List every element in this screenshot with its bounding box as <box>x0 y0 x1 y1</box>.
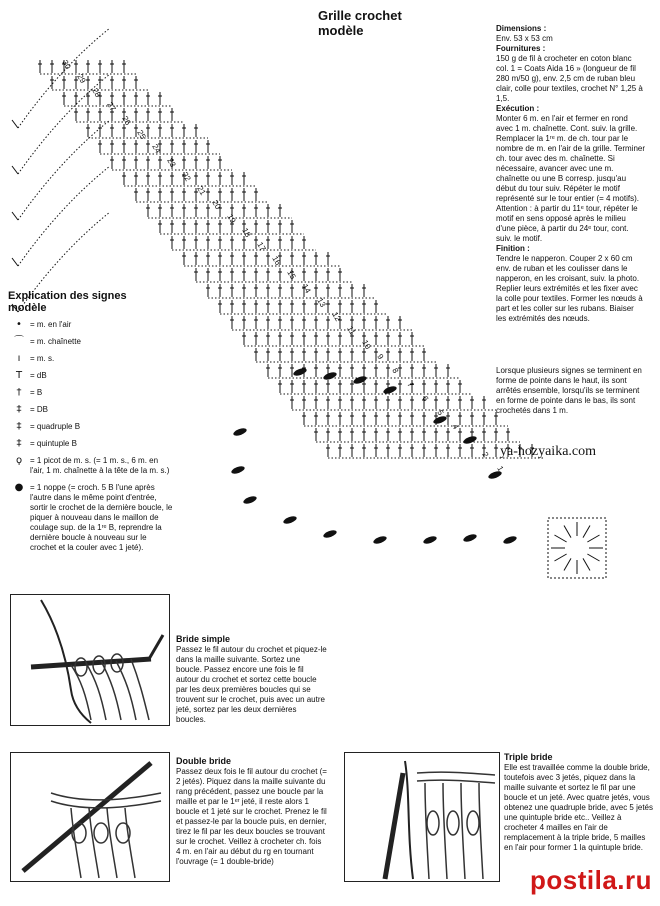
legend-text: = quintuple B <box>30 439 77 448</box>
legend-title <box>8 290 174 314</box>
instructions-column <box>496 24 646 324</box>
legend-item <box>8 483 174 553</box>
row-number: 29 <box>75 72 88 85</box>
legend-item <box>8 422 174 432</box>
brand-watermark: postila.ru <box>529 865 652 895</box>
row-number: 8 <box>390 366 401 375</box>
legend-text: = B <box>30 388 43 397</box>
row-number: 19 <box>225 212 238 225</box>
simple-stitch-drawing <box>11 595 169 725</box>
legend-item <box>8 388 174 398</box>
legend-symbol: ϙ <box>15 455 23 466</box>
row-number: 21 <box>195 184 208 197</box>
legend <box>8 290 174 560</box>
legend-symbol: ‡ <box>16 438 22 449</box>
double-stitch-drawing <box>11 753 169 881</box>
illustration-double <box>10 752 170 882</box>
row-number: 10 <box>360 338 373 351</box>
caption-double-title: Double bride <box>176 756 232 766</box>
legend-item <box>8 439 174 449</box>
row-number: 18 <box>240 226 253 239</box>
noppe-mark <box>487 470 502 480</box>
legend-text: = 1 picot de m. s. (= 1 m. s., 6 m. en l'air, 1 m. chaînette à la tête de la m. s.) <box>30 456 170 475</box>
legend-text: = m. chaînette <box>30 337 81 346</box>
page-title <box>318 8 402 38</box>
row-number: 25 <box>135 128 148 141</box>
ring-stitch <box>554 554 566 561</box>
legend-text: = dB <box>30 371 47 380</box>
row-number: 15 <box>285 268 298 281</box>
caption-triple <box>504 752 654 853</box>
row-number: 2 <box>480 450 491 459</box>
ring-stitch <box>564 525 571 537</box>
finition-text: Tendre le napperon. Couper 2 x 60 cm env. de ruban et les coulisser dans le napperon, en les croisant, suiv. la photo. Replier leurs extrémités et les fixer avec la colle pour textiles. Former les nœuds à part et les coller sur les rubans. Biaiser les extrémités des nœuds. <box>496 254 643 323</box>
noppe-mark <box>372 535 387 545</box>
row-number: 9 <box>375 352 386 361</box>
picot-mark <box>12 120 18 128</box>
edge-arc <box>18 166 110 266</box>
legend-symbol: ‡ <box>16 404 22 415</box>
ring-stitch <box>587 535 599 542</box>
caption-double-text: Passez deux fois le fil autour du crochet (= 2 jetés). Piquez dans la maille suivante du rang précédent, passez une boucle par la maille et par le 1ᵉʳ jeté, il reste alors 1 boucle et 1 jeté sur le crochet. Prenez le fil et passez-le par la boucle puis, en dernier, tirez le fil par les deux boucles se trouvant sur le crochet. Veillez à crocheter ch. fois 4 m. en l'air au début du rg en tournant l'ouvrage (= 1 double-bride) <box>176 767 327 866</box>
legend-symbol: • <box>16 319 22 330</box>
row-number: 30 <box>60 58 73 71</box>
row-number: 24 <box>150 142 163 155</box>
caption-triple-title: Triple bride <box>504 752 553 762</box>
caption-simple <box>176 634 328 725</box>
row-number: 13 <box>315 296 328 309</box>
row-number: 1 <box>495 464 506 473</box>
legend-symbol: ● <box>14 482 24 493</box>
edge-arc <box>18 120 110 220</box>
legend-item <box>8 371 174 381</box>
execution-text: Monter 6 m. en l'air et fermer en rond avec 1 m. chaînette. Cont. suiv. la grille. Remplacer la 1ʳᵉ m. de ch. tour par le nombre de m. en l'air de la grille. Terminer ch. tour avec des m. chaînette. Si nécessaire, avancer avec une m. chaînette ou une B corresp. jusqu'au début du tour suiv. Répéter le motif représenté sur le tour entier (= 4 motifs). Attention : à partir du 11ᵉ tour, répéter le motif en sens opposé après le milieu d'une pièce, à partir du 24ᵉ tour, cont. suiv. le motif. <box>496 114 645 243</box>
row-number: 3 <box>465 436 476 445</box>
ring-stitch <box>554 535 566 542</box>
legend-item <box>8 320 174 330</box>
legend-symbol: ‡ <box>16 421 22 432</box>
row-number: 28 <box>90 86 103 99</box>
row-number: 5 <box>435 408 446 417</box>
row-number: 17 <box>255 240 268 253</box>
row-number: 11 <box>345 324 358 337</box>
legend-title-line2: modèle <box>8 302 47 314</box>
illustration-simple <box>10 594 170 726</box>
fournitures-label: Fournitures : <box>496 44 546 53</box>
legend-symbol: T <box>15 370 23 381</box>
legend-item <box>8 354 174 364</box>
ring-stitch <box>587 554 599 561</box>
legend-list <box>8 320 174 553</box>
dimensions-label: Dimensions : <box>496 24 547 33</box>
row-number: 4 <box>450 422 461 431</box>
caption-double <box>176 756 328 867</box>
noppe-mark <box>462 533 477 543</box>
legend-text: = quadruple B <box>30 422 81 431</box>
page-title-line1: Grille crochet <box>318 8 402 23</box>
noppe-mark <box>282 515 297 525</box>
execution-label: Exécution : <box>496 104 540 113</box>
row-number: 20 <box>210 198 223 211</box>
picot-mark <box>12 166 18 174</box>
noppe-mark <box>502 535 517 545</box>
legend-text: = 1 noppe (= croch. 5 B l'une après l'autre dans le même point d'entrée, sortir le crochet de la dernière boucle, le piquer à nouveau dans le maillon de coulage sup. de la 1ʳᵉ B, reprendre la dernière boucle à nouveau sur le crochet et la couler avec 1 jeté). <box>30 483 173 552</box>
finition-label: Finition : <box>496 244 530 253</box>
noppe-mark <box>232 427 247 437</box>
legend-symbol: ı <box>17 353 21 364</box>
noppe-mark <box>422 535 437 545</box>
row-number: 12 <box>330 310 343 323</box>
row-number: 16 <box>270 254 283 267</box>
legend-item <box>8 337 174 347</box>
caption-triple-text: Elle est travaillée comme la double bride, toutefois avec 3 jetés, piquez dans la maille suivante et sortez le fil par une boucle et un jeté. Avec quatre jetés, vous obtenez une quadruple bride, avec 5 jetés une quintuple bride etc.. Veillez à crocheter 4 mailles en l'air de remplacement à la triple bride, 5 mailles en l'air pour former 1 la quintuple bride. <box>504 763 653 852</box>
illustration-triple <box>344 752 500 882</box>
noppe-mark <box>322 529 337 539</box>
legend-text: = DB <box>30 405 49 414</box>
legend-symbol: † <box>16 387 22 398</box>
row-number: 23 <box>165 156 178 169</box>
legend-item <box>8 405 174 415</box>
caption-simple-title: Bride simple <box>176 634 231 644</box>
noppe-mark <box>242 495 257 505</box>
legend-title-line1: Explication des signes <box>8 290 127 302</box>
row-number: 14 <box>300 282 313 295</box>
noppe-mark <box>230 465 245 475</box>
page-title-line2: modèle <box>318 23 364 38</box>
row-number: 22 <box>180 170 193 183</box>
triple-stitch-drawing <box>345 753 499 881</box>
row-number: 7 <box>405 380 416 389</box>
legend-text: = m. en l'air <box>30 320 72 329</box>
picot-mark <box>12 258 18 266</box>
noppe-mark <box>322 371 337 381</box>
ring-stitch <box>583 558 590 570</box>
dimensions-text: Env. 53 x 53 cm <box>496 34 553 43</box>
caption-simple-text: Passez le fil autour du crochet et piquez-le dans la maille suivante. Sortez une boucle. Passez encore une fois le fil autour du crochet et sortez cette boucle par les deux premières boucles qui se trouvent sur le crochet, puis avec un autre jeté, sortez par les deux dernières boucles. <box>176 645 327 724</box>
legend-symbol: ⌒ <box>14 336 24 347</box>
row-number: 27 <box>105 100 118 113</box>
site-watermark: ya-hozyaika.com <box>500 444 597 459</box>
row-number: 6 <box>420 394 431 403</box>
legend-text: = m. s. <box>30 354 55 363</box>
fournitures-text: 150 g de fil à crocheter en coton blanc col. 1 = Coats Aida 16 » (longueur de fil 280 m/50 g), env. 2,5 cm de ruban bleu clair, colle pour textiles, crochet N° 1,25 à 1,5. <box>496 54 643 103</box>
legend-item <box>8 456 174 476</box>
ring-stitch <box>564 558 571 570</box>
row-number: 26 <box>120 114 133 127</box>
picot-mark <box>12 212 18 220</box>
stitch-note: Lorsque plusieurs signes se terminent en forme de pointe dans le haut, ils sont arrêtés ensemble, lorsqu'ils se terminent en forme de pointe dans le bas, ils sont crochetés dans 1 m. <box>496 366 642 415</box>
ring-stitch <box>583 525 590 537</box>
